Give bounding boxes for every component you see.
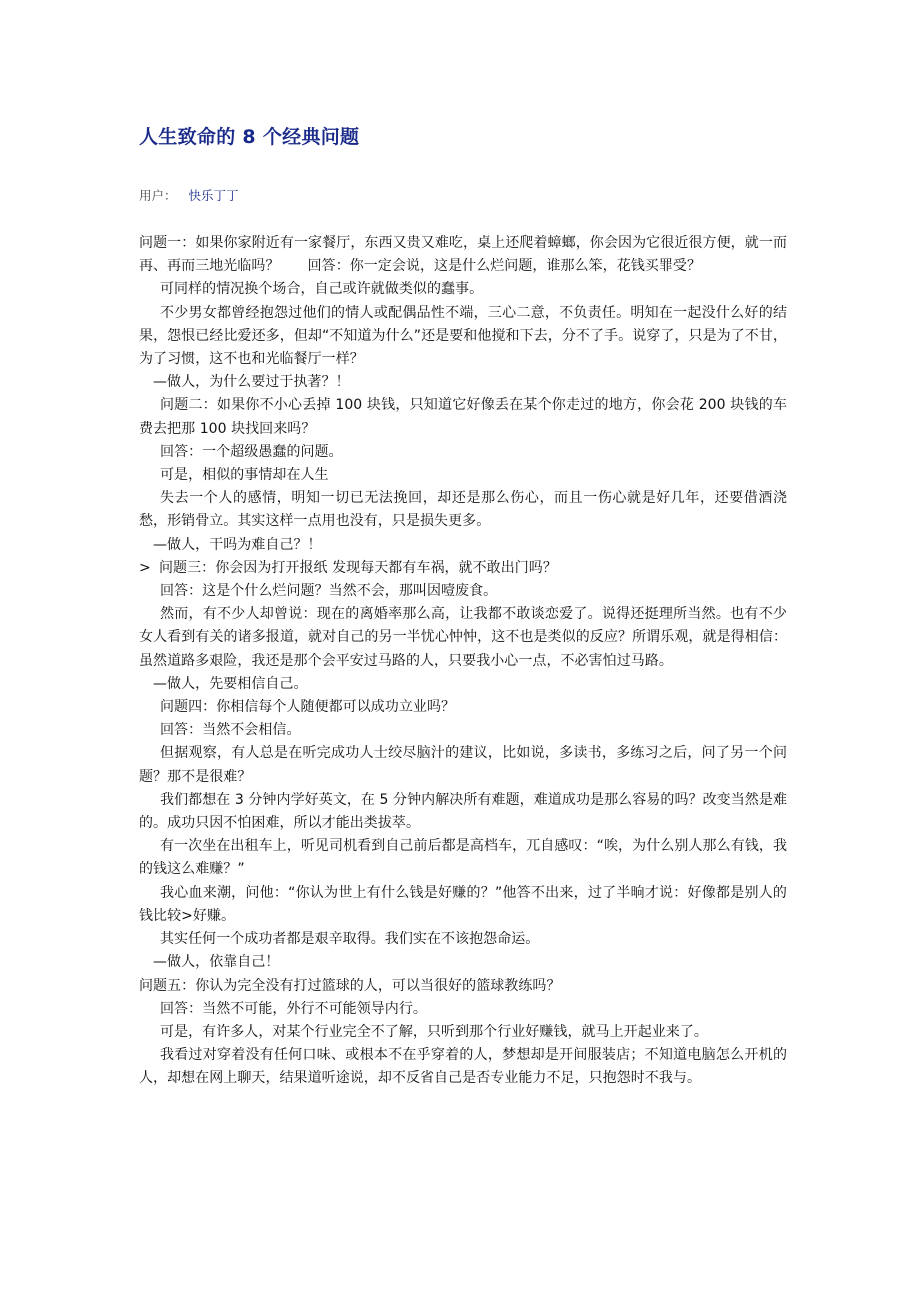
paragraph: 但据观察，有人总是在听完成功人士绞尽脑汁的建议，比如说，多读书，多练习之后，问了另一个问题？那不是很难？ <box>139 745 787 785</box>
user-label: 用户： <box>139 188 177 203</box>
author-line <box>139 186 239 204</box>
paragraph: 可是，相似的事情却在人生 <box>160 467 329 484</box>
paragraph: 回答：这是个什么烂问题？当然不会，那叫因噎废食。 <box>160 583 498 600</box>
paragraph: 回答：一个超级愚蠢的问题。 <box>160 443 343 460</box>
paragraph: 问题一：如果你家附近有一家餐厅，东西又贵又难吃，桌上还爬着蟑螂，你会因为它很近很方便，就一而再、再而三地光临吗？ 回答：你一定会说，这是什么烂问题，谁那么笨，花钱买罪受？ <box>139 235 787 275</box>
paragraph: 我心血来潮，问他：“你认为世上有什么钱是好赚的？”他答不出来，过了半晌才说：好像都是别人的钱比较>好赚。 <box>139 884 787 924</box>
paragraph: 回答：当然不会相信。 <box>160 722 301 739</box>
paragraph: 不少男女都曾经抱怨过他们的情人或配偶品性不端，三心二意，不负责任。明知在一起没什么好的结果，怨恨已经比爱还多，但却“不知道为什么”还是要和他搅和下去，分不了手。说穿了，只是为了不甘，为了习惯，这不也和光临餐厅一样？ <box>139 304 787 368</box>
paragraph: 回答：当然不可能，外行不可能领导内行。 <box>160 1000 427 1017</box>
article-body <box>139 232 787 1091</box>
user-name-link[interactable]: 快乐丁丁 <box>188 188 239 203</box>
paragraph: 我看过对穿着没有任何口味、或根本不在乎穿着的人，梦想却是开间服装店；不知道电脑怎么开机的人，却想在网上聊天，结果道听途说，却不反省自己是否专业能力不足，只抱怨时不我与。 <box>139 1047 787 1087</box>
paragraph: 其实任何一个成功者都是艰辛取得。我们实在不该抱怨命运。 <box>160 931 540 948</box>
paragraph: 可同样的情况换个场合，自己或许就做类似的蠢事。 <box>160 281 484 298</box>
list-marker: > <box>139 559 151 576</box>
paragraph: —做人，依靠自己！ <box>153 954 280 971</box>
paragraph: —做人，干吗为难自己？！ <box>153 536 322 553</box>
paragraph: 可是，有许多人，对某个行业完全不了解，只听到那个行业好赚钱，就马上开起业来了。 <box>160 1023 708 1040</box>
paragraph-text: 问题三：你会因为打开报纸 发现每天都有车祸，就不敢出门吗？ <box>159 559 557 576</box>
document-title: 人生致命的 8 个经典问题 <box>139 126 360 148</box>
paragraph: 有一次坐在出租车上，听见司机看到自己前后都是高档车，兀自感叹：“唉，为什么别人那么有钱，我的钱这么难赚？” <box>139 838 787 878</box>
paragraph <box>139 557 787 580</box>
paragraph: 我们都想在 3 分钟内学好英文，在 5 分钟内解决所有难题，难道成功是那么容易的吗？改变当然是难的。成功只因不怕困难，所以才能出类拔萃。 <box>139 791 787 832</box>
paragraph: 失去一个人的感情，明知一切已无法挽回，却还是那么伤心，而且一伤心就是好几年，还要借酒浇愁，形销骨立。其实这样一点用也没有，只是损失更多。 <box>139 490 787 530</box>
paragraph: 然而，有不少人却曾说：现在的离婚率那么高，让我都不敢谈恋爱了。说得还挺理所当然。也有不少女人看到有关的诸多报道，就对自己的另一半忧心忡忡，这不也是类似的反应？所谓乐观，就是得相信：虽然道路多艰险，我还是那个会平安过马路的人，只要我小心一点，不必害怕过马路。 <box>139 606 787 669</box>
paragraph: 问题五：你认为完全没有打过篮球的人，可以当很好的篮球教练吗？ <box>139 977 561 994</box>
paragraph: —做人，先要相信自己。 <box>153 675 308 692</box>
paragraph: —做人，为什么要过于执著？！ <box>153 374 350 391</box>
paragraph: 问题二：如果你不小心丢掉 100 块钱，只知道它好像丢在某个你走过的地方，你会花 200 块钱的车费去把那 100 块找回来吗？ <box>139 397 787 437</box>
paragraph: 问题四：你相信每个人随便都可以成功立业吗？ <box>160 699 456 716</box>
